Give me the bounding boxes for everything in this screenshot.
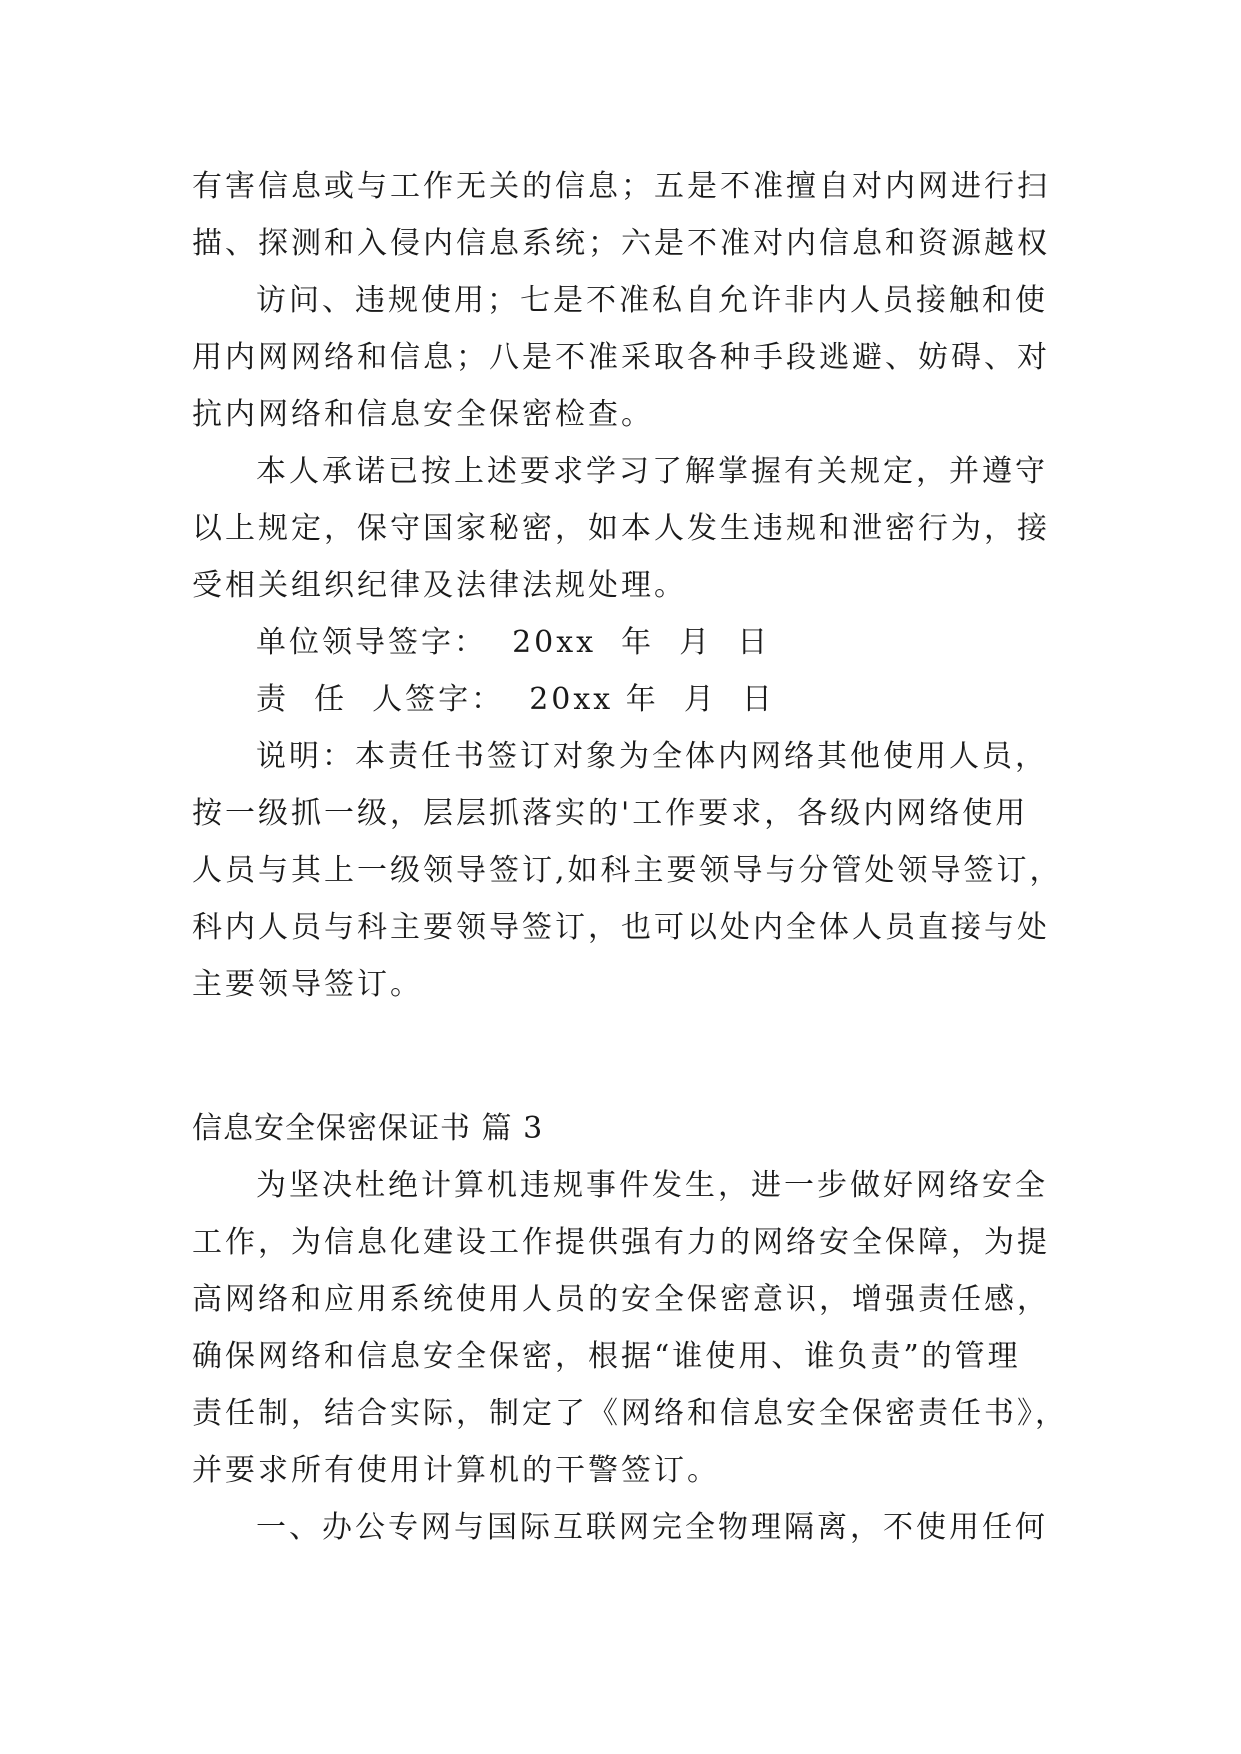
text-line: 用内网网络和信息；八是不准采取各种手段逃避、妨碍、对 [192,340,1050,375]
paragraph-group-1 [192,158,1052,614]
text-line: 描、探测和入侵内信息系统；六是不准对内信息和资源越权 [192,226,1050,261]
text-line: 高网络和应用系统使用人员的安全保密意识，增强责任感， [192,1282,1050,1317]
text-line: 主要领导签订。 [192,967,423,1002]
text-line: 并要求所有使用计算机的干警签订。 [192,1453,720,1488]
unit-leader-signature-line: 单位领导签字： 20xx 年 月 日 [256,625,771,660]
section-heading: 信息安全保密保证书 篇 3 [192,1111,544,1146]
text-line: 说明：本责任书签订对象为全体内网络其他使用人员， [256,739,1048,774]
text-line: 受相关组织纪律及法律法规处理。 [192,568,687,603]
text-line: 人员与其上一级领导签订,如科主要领导与分管处领导签订， [192,853,1063,888]
paragraph-group-2 [192,728,1063,1013]
section-spacer [192,1013,1052,1100]
text-line: 有害信息或与工作无关的信息；五是不准擅自对内网进行扫 [192,169,1050,204]
responsible-person-signature-line: 责 任 人签字： 20xx 年 月 日 [256,682,775,717]
text-line: 抗内网络和信息安全保密检查。 [192,397,654,432]
text-line: 确保网络和信息安全保密，根据“谁使用、谁负责”的管理 [192,1339,1021,1374]
text-line: 科内人员与科主要领导签订，也可以处内全体人员直接与处 [192,910,1050,945]
signature-block [192,614,1052,728]
text-line: 为坚决杜绝计算机违规事件发生，进一步做好网络安全 [256,1168,1048,1203]
text-line: 按一级抓一级，层层抓落实的'工作要求，各级内网络使用 [192,796,1029,831]
text-line: 一、办公专网与国际互联网完全物理隔离，不使用任何 [256,1510,1048,1545]
text-line: 本人承诺已按上述要求学习了解掌握有关规定，并遵守 [256,454,1048,489]
text-line: 责任制，结合实际，制定了《网络和信息安全保密责任书》， [192,1396,1068,1431]
text-line: 工作，为信息化建设工作提供强有力的网络安全保障，为提 [192,1225,1050,1260]
text-line: 访问、违规使用；七是不准私自允许非内人员接触和使 [256,283,1048,318]
text-line: 以上规定，保守国家秘密，如本人发生违规和泄密行为，接 [192,511,1050,546]
paragraph-group-3 [192,1157,1068,1556]
document-body [192,158,1068,1556]
